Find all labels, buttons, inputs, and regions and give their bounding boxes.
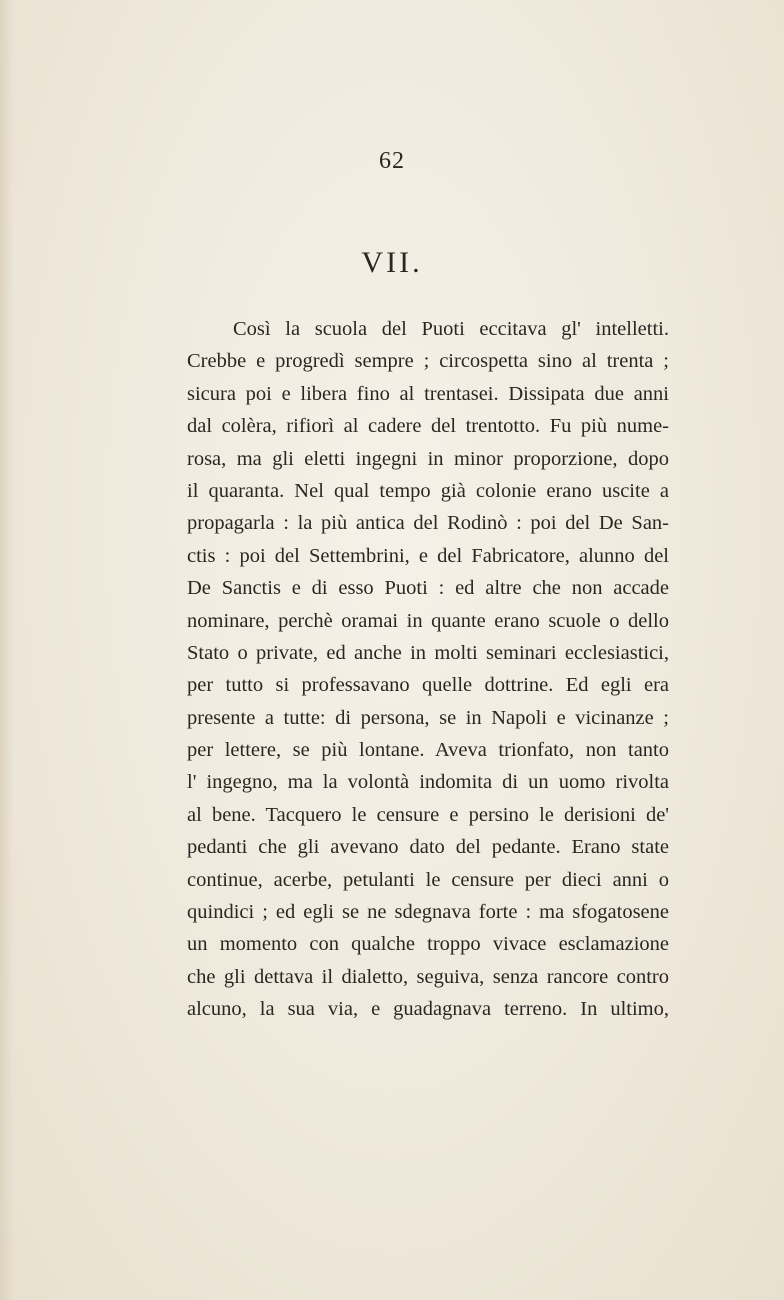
text-line: Stato o private, ed anche in molti seminari ecclesiastici, [187,641,669,664]
page-edge-shadow [0,0,14,1300]
text-line: un momento con qualche troppo vivace esclamazione [187,933,669,956]
page-number: 62 [379,148,405,174]
text-line: quindici ; ed egli se ne sdegnava forte : ma sfogatosene [187,901,669,924]
text-line: per tutto si professavano quelle dottrine. Ed egli era [187,674,669,697]
text-line: nominare, perchè oramai in quante erano scuole o dello [187,609,669,632]
text-line: dal colèra, rifiorì al cadere del trentotto. Fu più nume- [187,415,669,438]
body-text [187,313,669,1026]
text-line: De Sanctis e di esso Puoti : ed altre che non accade [187,577,669,600]
text-line: rosa, ma gli eletti ingegni in minor proporzione, dopo [187,447,669,470]
text-line: Crebbe e progredì sempre ; circospetta sino al trenta ; [187,350,669,373]
text-line: per lettere, se più lontane. Aveva trionfato, non tanto [187,739,669,762]
text-line: sicura poi e libera fino al trentasei. Dissipata due anni [187,382,669,405]
text-line: ctis : poi del Settembrini, e del Fabricatore, alunno del [187,544,669,567]
text-line: il quaranta. Nel qual tempo già colonie erano uscite a [187,479,669,502]
text-line: alcuno, la sua via, e guadagnava terreno. In ultimo, [187,998,669,1021]
text-line: pedanti che gli avevano dato del pedante. Erano state [187,836,669,859]
text-line: che gli dettava il dialetto, seguiva, senza rancore contro [187,965,669,988]
text-line: presente a tutte: di persona, se in Napoli e vicinanze ; [187,706,669,729]
text-line: Così la scuola del Puoti eccitava gl' intelletti. [233,318,669,340]
text-line: continue, acerbe, petulanti le censure per dieci anni o [187,868,669,891]
text-line: al bene. Tacquero le censure e persino le derisioni de' [187,803,669,826]
text-line: l' ingegno, ma la volontà indomita di un uomo rivolta [187,771,669,794]
chapter-heading: VII. [361,246,423,279]
text-line: propagarla : la più antica del Rodinò : poi del De San- [187,512,669,535]
